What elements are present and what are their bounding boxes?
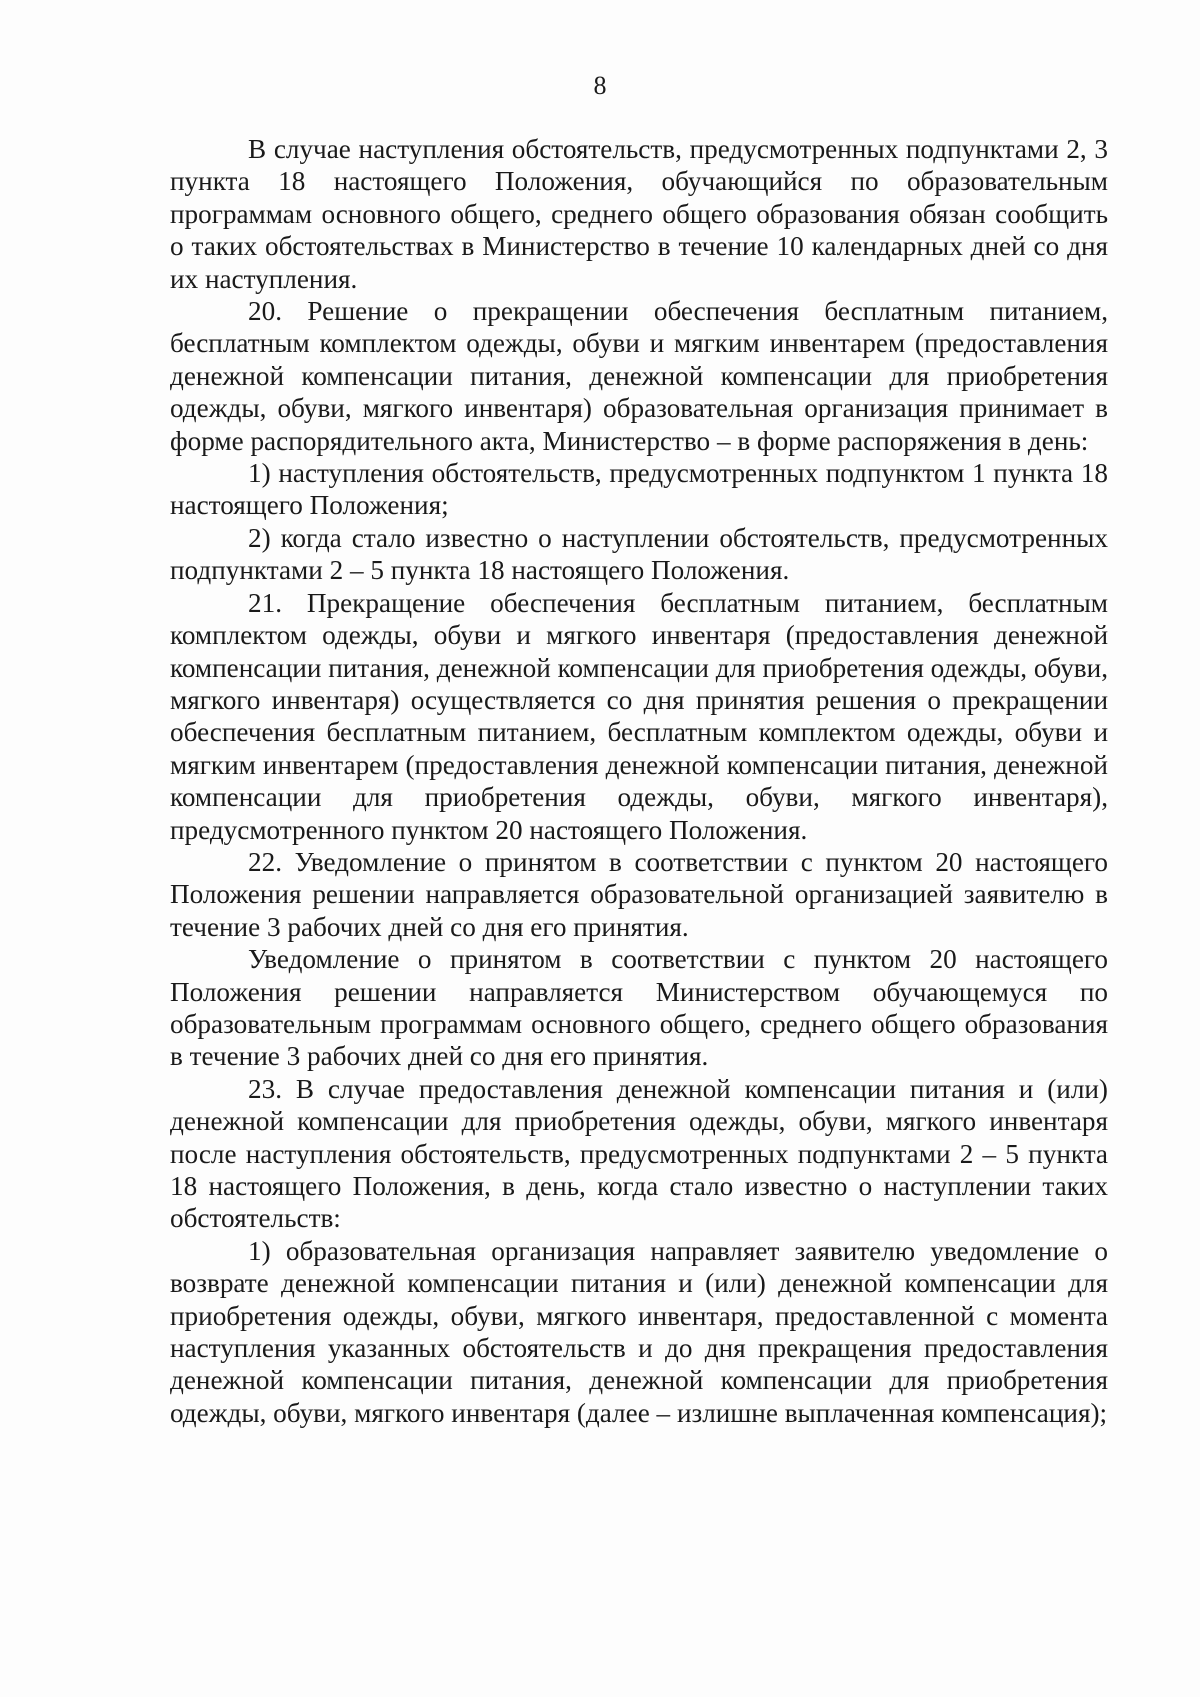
paragraph-item-20-sub-2: 2) когда стало известно о наступлении обстоятельств, предусмотренных подпунктами 2 – 5 пункта 18 настоящего Положения. — [170, 522, 1108, 586]
paragraph-item-20: 20. Решение о прекращении обеспечения бесплатным питанием, бесплатным комплектом одежды, обуви и мягким инвентарем (предоставления денежной компенсации питания, денежной компенсации для приобретения одежды, обуви, мягкого инвентаря) образовательная организация принимает в форме распорядительного акта, Министерство – в форме распоряжения в день: — [170, 296, 1108, 456]
paragraph-item-21: 21. Прекращение обеспечения бесплатным питанием, бесплатным комплектом одежды, обуви и мягкого инвентаря (предоставления денежной компенсации питания, денежной компенсации для приобретения одежды, обуви, мягкого инвентаря) осуществляется со дня принятия решения о прекращении обеспечения бесплатным питанием, бесплатным комплектом одежды, обуви и мягким инвентарем (предоставления денежной компенсации питания, денежной компенсации для приобретения одежды, обуви, мягкого инвентаря), предусмотренного пунктом 20 настоящего Положения. — [170, 587, 1108, 845]
paragraph-notification-obligation: В случае наступления обстоятельств, предусмотренных подпунктами 2, 3 пункта 18 настоящего Положения, обучающийся по образовательным программам основного общего, среднего общего образования обязан сообщить о таких обстоятельствах в Министерство в течение 10 календарных дней со дня их наступления. — [170, 134, 1108, 294]
document-body — [170, 133, 1108, 1429]
paragraph-item-23-sub-1: 1) образовательная организация направляет заявителю уведомление о возврате денежной компенсации питания и (или) денежной компенсации для приобретения одежды, обуви, мягкого инвентаря, предоставленной с момента наступления указанных обстоятельств и до дня прекращения предоставления денежной компенсации питания, денежной компенсации для приобретения одежды, обуви, мягкого инвентаря (далее – излишне выплаченная компенсация); — [170, 1235, 1108, 1428]
page-number: 8 — [593, 71, 607, 100]
paragraph-item-22: 22. Уведомление о принятом в соответствии с пунктом 20 настоящего Положения решении направляется образовательной организацией заявителю в течение 3 рабочих дней со дня его принятия. — [170, 846, 1108, 942]
paragraph-item-20-sub-1: 1) наступления обстоятельств, предусмотренных подпунктом 1 пункта 18 настоящего Положения; — [170, 458, 1108, 521]
paragraph-item-23: 23. В случае предоставления денежной компенсации питания и (или) денежной компенсации для приобретения одежды, обуви, мягкого инвентаря после наступления обстоятельств, предусмотренных подпунктами 2 – 5 пункта 18 настоящего Положения, в день, когда стало известно о наступлении таких обстоятельств: — [170, 1073, 1108, 1234]
paragraph-item-22-ministry-notice: Уведомление о принятом в соответствии с пунктом 20 настоящего Положения решении направляется Министерством обучающемуся по образовательным программам основного общего, среднего общего образования в течение 3 рабочих дней со дня его принятия. — [170, 944, 1108, 1072]
